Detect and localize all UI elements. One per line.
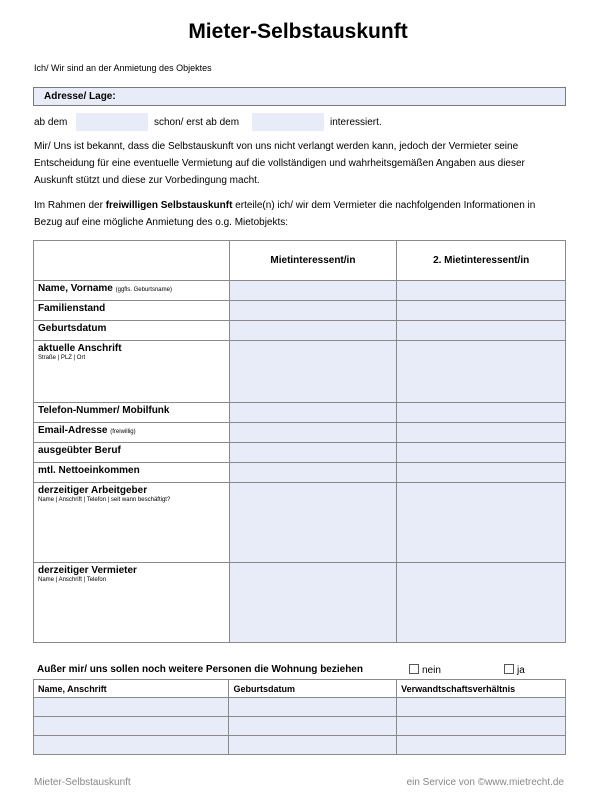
field-applicant-2[interactable] (397, 443, 566, 463)
persons-header-name: Name, Anschrift (34, 680, 229, 698)
consent-before: Im Rahmen der (34, 200, 106, 211)
paragraph-consent (34, 197, 564, 231)
field-applicant-2[interactable] (397, 463, 566, 483)
field-applicant-1[interactable] (229, 423, 397, 443)
date-row (34, 113, 574, 133)
row-note: (ggfls. Geburtsname) (115, 287, 172, 293)
date-until-field[interactable] (252, 113, 324, 131)
row-label: derzeitiger Vermieter (38, 565, 137, 576)
field-applicant-1[interactable] (229, 483, 397, 563)
address-field[interactable] (33, 87, 566, 106)
row-label: Name, Vorname (38, 283, 113, 294)
row-label: mtl. Nettoeinkommen (38, 465, 140, 476)
interessiert-label: interessiert. (330, 117, 382, 128)
row-phone (34, 403, 566, 423)
persons-table (33, 679, 566, 755)
applicant-table (33, 240, 566, 643)
person-name-field[interactable] (34, 717, 229, 736)
intro-text: Ich/ Wir sind an der Anmietung des Objektes (34, 63, 212, 73)
field-applicant-1[interactable] (229, 443, 397, 463)
field-applicant-2[interactable] (397, 423, 566, 443)
row-email (34, 423, 566, 443)
row-name (34, 281, 566, 301)
person-relation-field[interactable] (397, 698, 566, 717)
field-applicant-1[interactable] (229, 281, 397, 301)
person-birth-field[interactable] (229, 717, 397, 736)
row-label: aktuelle Anschrift (38, 343, 122, 354)
row-sub: Name | Anschrift | Telefon (38, 577, 107, 583)
checkbox-nein[interactable] (409, 664, 441, 676)
schon-label: schon/ erst ab dem (154, 117, 240, 128)
row-income (34, 463, 566, 483)
field-applicant-1[interactable] (229, 301, 397, 321)
field-applicant-2[interactable] (397, 483, 566, 563)
row-label: Geburtsdatum (38, 323, 107, 334)
header-applicant-2: 2. Mietinteressent/in (397, 241, 566, 281)
ab-dem-label: ab dem (34, 117, 68, 128)
row-note: (freiwillig) (110, 429, 136, 435)
additional-persons-question: Außer mir/ uns sollen noch weitere Personen die Wohnung beziehen (37, 664, 363, 675)
row-sub: Straße | PLZ | Ort (38, 355, 86, 361)
row-marital-status (34, 301, 566, 321)
checkbox-nein-label: nein (422, 665, 441, 676)
footer-right: ein Service von ©www.mietrecht.de (406, 777, 564, 788)
field-applicant-2[interactable] (397, 563, 566, 643)
consent-bold: freiwilligen Selbstauskunft (105, 200, 233, 211)
person-birth-field[interactable] (229, 698, 397, 717)
field-applicant-1[interactable] (229, 341, 397, 403)
person-relation-field[interactable] (397, 736, 566, 755)
persons-header-birth: Geburtsdatum (229, 680, 397, 698)
row-label: derzeitiger Arbeitgeber (38, 485, 148, 496)
row-label: Email-Adresse (38, 425, 108, 436)
checkbox-box[interactable] (504, 664, 514, 674)
person-name-field[interactable] (34, 736, 229, 755)
field-applicant-1[interactable] (229, 403, 397, 423)
page-title: Mieter-Selbstauskunft (188, 20, 408, 43)
header-applicant-1: Mietinteressent/in (229, 241, 397, 281)
field-applicant-1[interactable] (229, 463, 397, 483)
date-from-field[interactable] (76, 113, 148, 131)
footer-left: Mieter-Selbstauskunft (34, 777, 131, 788)
persons-row (34, 736, 566, 755)
row-profession (34, 443, 566, 463)
row-birthdate (34, 321, 566, 341)
row-sub: Name | Anschrift | Telefon | seit wann beschäftigt? (38, 497, 171, 503)
row-label: Telefon-Nummer/ Mobilfunk (38, 405, 170, 416)
address-label: Adresse/ Lage: (44, 91, 116, 102)
person-birth-field[interactable] (229, 736, 397, 755)
row-address (34, 341, 566, 403)
field-applicant-2[interactable] (397, 341, 566, 403)
field-applicant-2[interactable] (397, 301, 566, 321)
person-name-field[interactable] (34, 698, 229, 717)
checkbox-box[interactable] (409, 664, 419, 674)
persons-header-relation: Verwandtschaftsverhältnis (397, 680, 566, 698)
checkbox-ja[interactable] (504, 664, 525, 676)
checkbox-ja-label: ja (517, 665, 525, 676)
consent-after: erteile(n) ich/ wir dem Vermieter die nachfolgenden Informationen in Bezug auf eine mögliche Anmietung des o.g. Mietobjekts: (34, 200, 536, 228)
persons-row (34, 698, 566, 717)
paragraph-disclaimer: Mir/ Uns ist bekannt, dass die Selbstauskunft von uns nicht verlangt werden kann, jedoch der Vermieter seine Entscheidung für eine eventuelle Vermietung auf die vollständigen und wahrheitsgemäßen Angaben aus dieser Auskunft stützt und diese zur Vorbedingung macht. (34, 141, 525, 186)
field-applicant-1[interactable] (229, 321, 397, 341)
field-applicant-2[interactable] (397, 281, 566, 301)
persons-row (34, 717, 566, 736)
field-applicant-1[interactable] (229, 563, 397, 643)
row-label: Familienstand (38, 303, 106, 314)
row-landlord (34, 563, 566, 643)
header-empty (34, 241, 230, 281)
row-employer (34, 483, 566, 563)
row-label: ausgeübter Beruf (38, 445, 121, 456)
field-applicant-2[interactable] (397, 403, 566, 423)
field-applicant-2[interactable] (397, 321, 566, 341)
person-relation-field[interactable] (397, 717, 566, 736)
